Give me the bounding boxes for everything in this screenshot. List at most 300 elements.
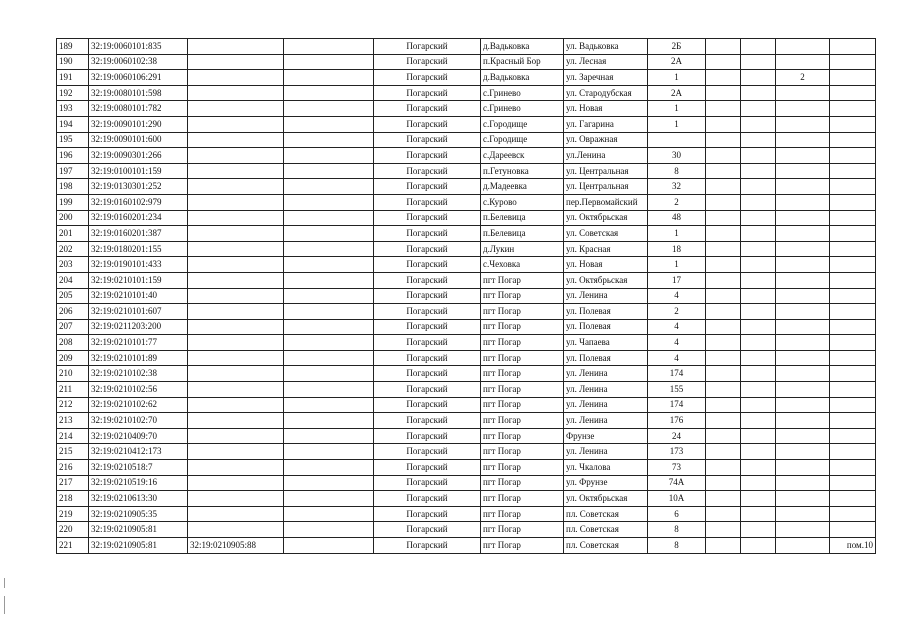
unit-cell (741, 522, 776, 538)
district-cell: Погарский (374, 39, 481, 55)
building-cell (706, 506, 741, 522)
street-cell: пл. Советская (564, 506, 648, 522)
cadastral-number: 32:19:0210905:81 (89, 522, 188, 538)
building-cell (706, 132, 741, 148)
settlement-cell: пгт Погар (481, 522, 564, 538)
row-number: 211 (57, 382, 89, 398)
unit-cell (741, 491, 776, 507)
cadastral-number: 32:19:0210905:35 (89, 506, 188, 522)
extra-cell (284, 101, 374, 117)
extra-cell (284, 522, 374, 538)
related-cadastral-number (188, 366, 284, 382)
district-cell: Погарский (374, 101, 481, 117)
related-cadastral-number (188, 444, 284, 460)
table-row (57, 350, 876, 366)
building-cell (706, 179, 741, 195)
building-cell (706, 272, 741, 288)
building-cell (706, 522, 741, 538)
note-cell (830, 116, 876, 132)
related-cadastral-number (188, 413, 284, 429)
related-cadastral-number (188, 491, 284, 507)
row-number: 214 (57, 428, 89, 444)
cadastral-number: 32:19:0210102:70 (89, 413, 188, 429)
note-cell: пом.10 (830, 538, 876, 554)
settlement-cell: пгт Погар (481, 272, 564, 288)
house-number-cell: 73 (648, 460, 706, 476)
note-cell (830, 475, 876, 491)
cadastral-number: 32:19:0190101:433 (89, 257, 188, 273)
settlement-cell: пгт Погар (481, 319, 564, 335)
street-cell: пл. Советская (564, 538, 648, 554)
district-cell: Погарский (374, 210, 481, 226)
settlement-cell: пгт Погар (481, 475, 564, 491)
related-cadastral-number (188, 335, 284, 351)
building-cell (706, 460, 741, 476)
unit-cell (741, 335, 776, 351)
related-cadastral-number (188, 350, 284, 366)
street-cell: ул. Полевая (564, 304, 648, 320)
unit-cell (741, 475, 776, 491)
district-cell: Погарский (374, 382, 481, 398)
table-row (57, 460, 876, 476)
building-cell (706, 475, 741, 491)
table-row (57, 54, 876, 70)
row-number: 207 (57, 319, 89, 335)
note-cell (830, 506, 876, 522)
table-row (57, 272, 876, 288)
unit-cell (741, 54, 776, 70)
house-number-cell: 1 (648, 257, 706, 273)
street-cell: ул. Чапаева (564, 335, 648, 351)
settlement-cell: с.Чеховка (481, 257, 564, 273)
flat-number-cell (776, 506, 830, 522)
house-number-cell: 155 (648, 382, 706, 398)
table-row (57, 70, 876, 86)
settlement-cell: пгт Погар (481, 444, 564, 460)
unit-cell (741, 397, 776, 413)
flat-number-cell (776, 241, 830, 257)
related-cadastral-number (188, 506, 284, 522)
row-number: 199 (57, 194, 89, 210)
flat-number-cell (776, 226, 830, 242)
settlement-cell: с.Городище (481, 116, 564, 132)
district-cell: Погарский (374, 522, 481, 538)
flat-number-cell (776, 116, 830, 132)
extra-cell (284, 226, 374, 242)
row-number: 209 (57, 350, 89, 366)
row-number: 192 (57, 85, 89, 101)
building-cell (706, 413, 741, 429)
house-number-cell: 74А (648, 475, 706, 491)
table-row (57, 335, 876, 351)
related-cadastral-number (188, 39, 284, 55)
flat-number-cell (776, 163, 830, 179)
district-cell: Погарский (374, 413, 481, 429)
cadastral-number: 32:19:0060106:291 (89, 70, 188, 86)
note-cell (830, 39, 876, 55)
extra-cell (284, 506, 374, 522)
flat-number-cell (776, 54, 830, 70)
related-cadastral-number (188, 397, 284, 413)
district-cell: Погарский (374, 319, 481, 335)
street-cell: ул. Ленина (564, 382, 648, 398)
note-cell (830, 241, 876, 257)
settlement-cell: д.Мадеевка (481, 179, 564, 195)
related-cadastral-number (188, 257, 284, 273)
settlement-cell: с.Гринево (481, 85, 564, 101)
building-cell (706, 101, 741, 117)
extra-cell (284, 397, 374, 413)
related-cadastral-number (188, 241, 284, 257)
cadastral-number: 32:19:0160201:387 (89, 226, 188, 242)
house-number-cell: 48 (648, 210, 706, 226)
extra-cell (284, 272, 374, 288)
unit-cell (741, 85, 776, 101)
building-cell (706, 241, 741, 257)
extra-cell (284, 179, 374, 195)
note-cell (830, 491, 876, 507)
note-cell (830, 85, 876, 101)
building-cell (706, 116, 741, 132)
row-number: 195 (57, 132, 89, 148)
related-cadastral-number (188, 148, 284, 164)
street-cell: ул. Заречная (564, 70, 648, 86)
row-number: 202 (57, 241, 89, 257)
settlement-cell: с.Дареевск (481, 148, 564, 164)
row-number: 219 (57, 506, 89, 522)
building-cell (706, 148, 741, 164)
settlement-cell: пгт Погар (481, 460, 564, 476)
extra-cell (284, 319, 374, 335)
unit-cell (741, 272, 776, 288)
unit-cell (741, 350, 776, 366)
row-number: 217 (57, 475, 89, 491)
related-cadastral-number (188, 132, 284, 148)
note-cell (830, 382, 876, 398)
building-cell (706, 210, 741, 226)
table-row (57, 491, 876, 507)
settlement-cell: п.Белевица (481, 226, 564, 242)
street-cell: ул. Новая (564, 257, 648, 273)
settlement-cell: пгт Погар (481, 413, 564, 429)
cadastral-number: 32:19:0211203:200 (89, 319, 188, 335)
cadastral-number: 32:19:0080101:782 (89, 101, 188, 117)
district-cell: Погарский (374, 288, 481, 304)
house-number-cell: 1 (648, 101, 706, 117)
unit-cell (741, 257, 776, 273)
flat-number-cell (776, 460, 830, 476)
related-cadastral-number (188, 522, 284, 538)
building-cell (706, 54, 741, 70)
row-number: 201 (57, 226, 89, 242)
cadastral-number: 32:19:0210518:7 (89, 460, 188, 476)
extra-cell (284, 444, 374, 460)
related-cadastral-number (188, 101, 284, 117)
flat-number-cell (776, 319, 830, 335)
note-cell (830, 522, 876, 538)
cadastral-number: 32:19:0210101:77 (89, 335, 188, 351)
house-number-cell: 173 (648, 444, 706, 460)
unit-cell (741, 304, 776, 320)
note-cell (830, 413, 876, 429)
registry-body (57, 39, 876, 554)
settlement-cell: пгт Погар (481, 304, 564, 320)
note-cell (830, 288, 876, 304)
building-cell (706, 350, 741, 366)
house-number-cell: 17 (648, 272, 706, 288)
extra-cell (284, 382, 374, 398)
district-cell: Погарский (374, 538, 481, 554)
street-cell: ул. Гагарина (564, 116, 648, 132)
street-cell: ул. Лесная (564, 54, 648, 70)
house-number-cell: 4 (648, 288, 706, 304)
unit-cell (741, 428, 776, 444)
district-cell: Погарский (374, 304, 481, 320)
table-row (57, 116, 876, 132)
related-cadastral-number (188, 475, 284, 491)
house-number-cell: 2А (648, 54, 706, 70)
house-number-cell: 174 (648, 397, 706, 413)
table-row (57, 304, 876, 320)
note-cell (830, 226, 876, 242)
building-cell (706, 538, 741, 554)
house-number-cell: 24 (648, 428, 706, 444)
cadastral-number: 32:19:0130301:252 (89, 179, 188, 195)
settlement-cell: д.Вадьковка (481, 39, 564, 55)
table-row (57, 226, 876, 242)
street-cell: ул. Фрунзе (564, 475, 648, 491)
row-number: 197 (57, 163, 89, 179)
table-row (57, 366, 876, 382)
district-cell: Погарский (374, 257, 481, 273)
flat-number-cell (776, 491, 830, 507)
flat-number-cell (776, 522, 830, 538)
note-cell (830, 210, 876, 226)
extra-cell (284, 54, 374, 70)
house-number-cell: 174 (648, 366, 706, 382)
flat-number-cell (776, 428, 830, 444)
note-cell (830, 272, 876, 288)
house-number-cell: 32 (648, 179, 706, 195)
district-cell: Погарский (374, 54, 481, 70)
building-cell (706, 319, 741, 335)
margin-mark (4, 596, 5, 614)
cadastral-number: 32:19:0210102:38 (89, 366, 188, 382)
unit-cell (741, 382, 776, 398)
extra-cell (284, 475, 374, 491)
note-cell (830, 257, 876, 273)
flat-number-cell (776, 210, 830, 226)
unit-cell (741, 163, 776, 179)
cadastral-number: 32:19:0210101:89 (89, 350, 188, 366)
unit-cell (741, 460, 776, 476)
table-row (57, 522, 876, 538)
cadastral-number: 32:19:0210102:62 (89, 397, 188, 413)
row-number: 203 (57, 257, 89, 273)
unit-cell (741, 132, 776, 148)
extra-cell (284, 366, 374, 382)
unit-cell (741, 210, 776, 226)
table-row (57, 319, 876, 335)
extra-cell (284, 163, 374, 179)
flat-number-cell (776, 194, 830, 210)
house-number-cell: 1 (648, 70, 706, 86)
district-cell: Погарский (374, 272, 481, 288)
cadastral-number: 32:19:0080101:598 (89, 85, 188, 101)
settlement-cell: пгт Погар (481, 350, 564, 366)
row-number: 205 (57, 288, 89, 304)
unit-cell (741, 226, 776, 242)
building-cell (706, 70, 741, 86)
house-number-cell (648, 132, 706, 148)
table-row (57, 444, 876, 460)
note-cell (830, 148, 876, 164)
row-number: 200 (57, 210, 89, 226)
cadastral-number: 32:19:0210101:40 (89, 288, 188, 304)
cadastral-number: 32:19:0060101:835 (89, 39, 188, 55)
flat-number-cell (776, 132, 830, 148)
district-cell: Погарский (374, 132, 481, 148)
extra-cell (284, 335, 374, 351)
street-cell: пл. Советская (564, 522, 648, 538)
house-number-cell: 8 (648, 538, 706, 554)
house-number-cell: 2Б (648, 39, 706, 55)
district-cell: Погарский (374, 226, 481, 242)
extra-cell (284, 116, 374, 132)
row-number: 204 (57, 272, 89, 288)
street-cell: ул. Овражная (564, 132, 648, 148)
house-number-cell: 176 (648, 413, 706, 429)
table-row (57, 132, 876, 148)
unit-cell (741, 39, 776, 55)
street-cell: ул. Ленина (564, 444, 648, 460)
house-number-cell: 6 (648, 506, 706, 522)
district-cell: Погарский (374, 163, 481, 179)
district-cell: Погарский (374, 70, 481, 86)
flat-number-cell (776, 335, 830, 351)
flat-number-cell (776, 85, 830, 101)
district-cell: Погарский (374, 116, 481, 132)
settlement-cell: пгт Погар (481, 382, 564, 398)
flat-number-cell (776, 350, 830, 366)
extra-cell (284, 210, 374, 226)
flat-number-cell: 2 (776, 70, 830, 86)
settlement-cell: пгт Погар (481, 428, 564, 444)
house-number-cell: 2 (648, 304, 706, 320)
table-row (57, 101, 876, 117)
registry-table (56, 38, 876, 554)
row-number: 191 (57, 70, 89, 86)
row-number: 198 (57, 179, 89, 195)
table-row (57, 85, 876, 101)
house-number-cell: 8 (648, 163, 706, 179)
house-number-cell: 1 (648, 226, 706, 242)
table-row (57, 475, 876, 491)
flat-number-cell (776, 444, 830, 460)
cadastral-number: 32:19:0210412:173 (89, 444, 188, 460)
flat-number-cell (776, 101, 830, 117)
street-cell: ул. Ленина (564, 413, 648, 429)
cadastral-number: 32:19:0210519:16 (89, 475, 188, 491)
extra-cell (284, 132, 374, 148)
related-cadastral-number (188, 382, 284, 398)
row-number: 210 (57, 366, 89, 382)
settlement-cell: д.Лукин (481, 241, 564, 257)
unit-cell (741, 70, 776, 86)
related-cadastral-number (188, 304, 284, 320)
note-cell (830, 101, 876, 117)
table-row (57, 39, 876, 55)
unit-cell (741, 116, 776, 132)
district-cell: Погарский (374, 475, 481, 491)
street-cell: ул.Ленина (564, 148, 648, 164)
extra-cell (284, 538, 374, 554)
table-row (57, 428, 876, 444)
extra-cell (284, 85, 374, 101)
street-cell: ул. Ленина (564, 397, 648, 413)
note-cell (830, 319, 876, 335)
cadastral-number: 32:19:0100101:159 (89, 163, 188, 179)
note-cell (830, 70, 876, 86)
extra-cell (284, 413, 374, 429)
table-row (57, 179, 876, 195)
house-number-cell: 2 (648, 194, 706, 210)
row-number: 220 (57, 522, 89, 538)
unit-cell (741, 194, 776, 210)
related-cadastral-number (188, 272, 284, 288)
building-cell (706, 257, 741, 273)
related-cadastral-number (188, 288, 284, 304)
related-cadastral-number (188, 226, 284, 242)
note-cell (830, 366, 876, 382)
building-cell (706, 39, 741, 55)
house-number-cell: 4 (648, 319, 706, 335)
street-cell: ул. Полевая (564, 350, 648, 366)
house-number-cell: 4 (648, 335, 706, 351)
row-number: 215 (57, 444, 89, 460)
unit-cell (741, 444, 776, 460)
unit-cell (741, 179, 776, 195)
building-cell (706, 226, 741, 242)
table-row (57, 148, 876, 164)
table-row (57, 257, 876, 273)
settlement-cell: пгт Погар (481, 366, 564, 382)
flat-number-cell (776, 538, 830, 554)
settlement-cell: с.Курово (481, 194, 564, 210)
district-cell: Погарский (374, 397, 481, 413)
extra-cell (284, 39, 374, 55)
street-cell: ул. Октябрьская (564, 491, 648, 507)
flat-number-cell (776, 397, 830, 413)
row-number: 213 (57, 413, 89, 429)
street-cell: ул. Новая (564, 101, 648, 117)
street-cell: ул. Полевая (564, 319, 648, 335)
settlement-cell: п.Гетуновка (481, 163, 564, 179)
margin-mark (4, 578, 5, 588)
unit-cell (741, 538, 776, 554)
house-number-cell: 1 (648, 116, 706, 132)
building-cell (706, 163, 741, 179)
related-cadastral-number (188, 179, 284, 195)
flat-number-cell (776, 39, 830, 55)
street-cell: ул. Ленина (564, 366, 648, 382)
district-cell: Погарский (374, 491, 481, 507)
flat-number-cell (776, 475, 830, 491)
note-cell (830, 350, 876, 366)
district-cell: Погарский (374, 85, 481, 101)
street-cell: ул. Ленина (564, 288, 648, 304)
building-cell (706, 85, 741, 101)
